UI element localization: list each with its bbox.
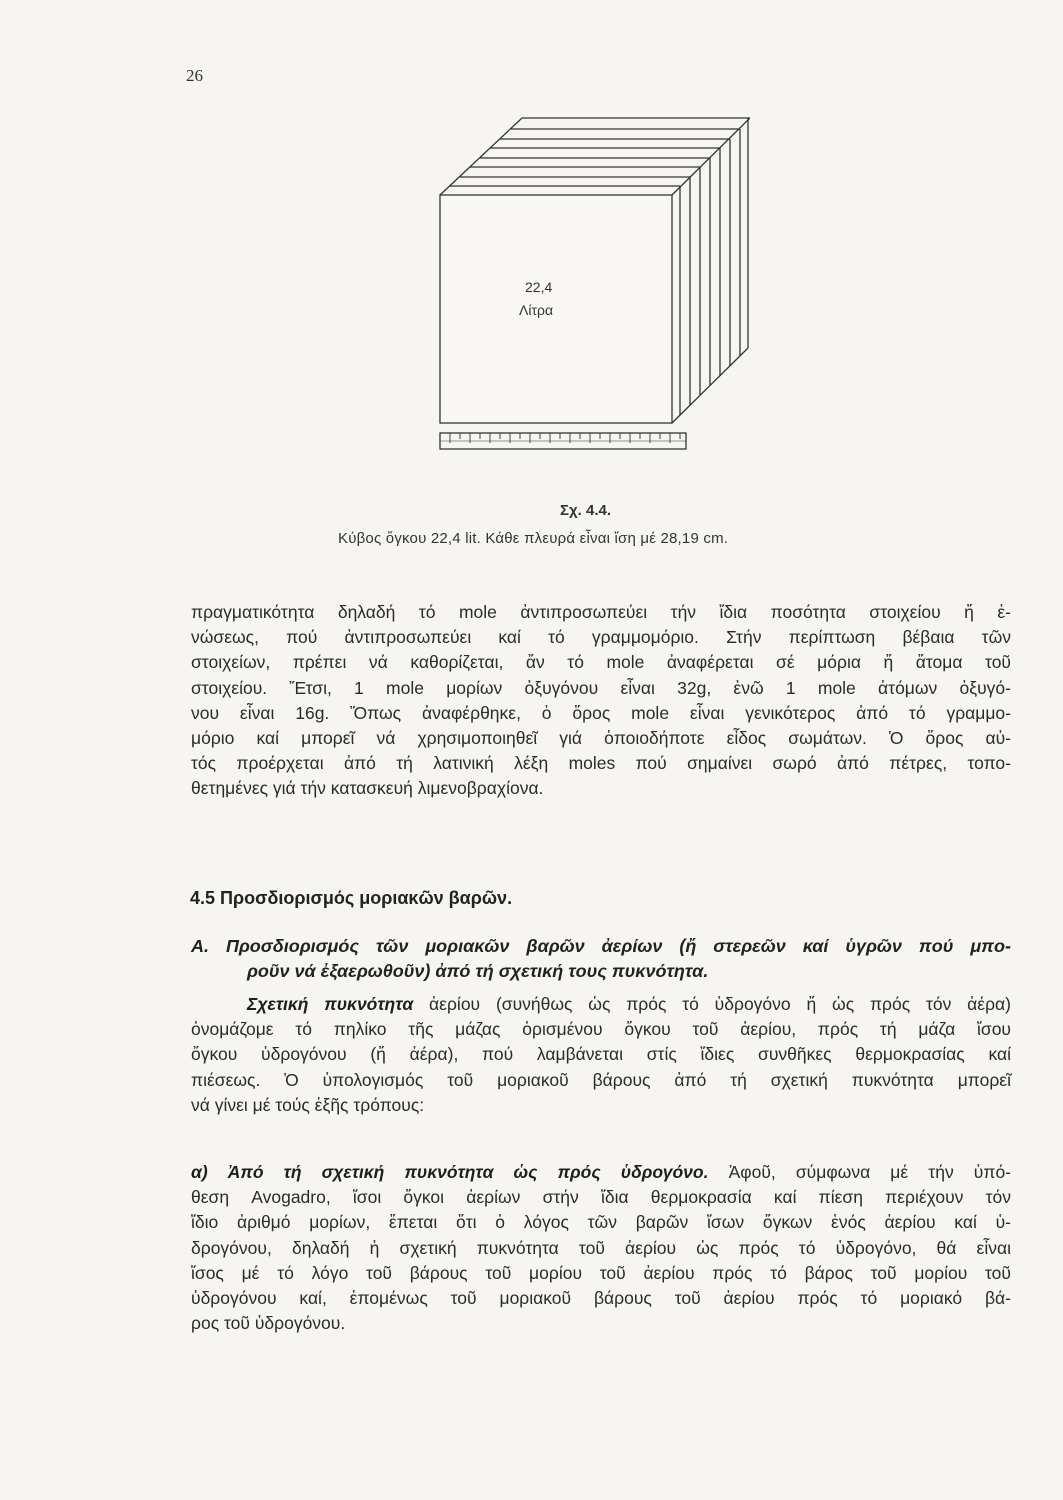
paragraph-hydrogen-method <box>191 1160 1011 1336</box>
text-line: ἴδιο ἀριθμό μορίων, ἔπεται ὅτι ὁ λόγος τῶν βαρῶν ἴσων ὄγκων ἑνός ἀερίου καί ὑ- <box>191 1212 1011 1233</box>
text-line: θεση Avogadro, ἴσοι ὄγκοι ἀερίων στήν ἴδια θερμοκρασία καί πίεση περιέχουν τόν <box>191 1187 1011 1208</box>
paragraph-relative-density <box>191 992 1011 1118</box>
cube-label-unit: Λίτρα <box>519 302 554 318</box>
text-line: στοιχείων, πρέπει νά καθορίζεται, ἄν τό mole ἀναφέρεται σέ μόρια ἤ ἄτομα τοῦ <box>191 652 1011 673</box>
cube-figure <box>420 100 750 470</box>
text-line <box>191 1160 1011 1185</box>
text-line: δρογόνου, δηλαδή ἡ σχετική πυκνότητα τοῦ ἀερίου ὡς πρός τό ὑδρογόνο, θά εἶναι <box>191 1237 1011 1258</box>
text-line: θετημένες γιά τήν κατασκευή λιμενοβραχίονα. <box>191 778 544 799</box>
section-title: 4.5 Προσδιορισμός μοριακῶν βαρῶν. <box>190 888 513 908</box>
text-line: ρος τοῦ ὑδρογόνου. <box>191 1313 346 1334</box>
cube-drawing-icon <box>420 100 750 470</box>
cube-label-value: 22,4 <box>525 279 553 295</box>
term-relative-density: Σχετική πυκνότητα <box>247 994 414 1014</box>
text-line: πραγματικότητα δηλαδή τό mole ἀντιπροσωπεύει τήν ἴδια ποσότητα στοιχείου ἤ ἑ- <box>191 602 1011 622</box>
text-line: ὑδρογόνου καί, ἑπομένως τοῦ μοριακοῦ βάρους τοῦ ἀερίου πρός τό μοριακό βά- <box>191 1288 1011 1309</box>
term-hydrogen-method: α) Ἀπό τή σχετική πυκνότητα ὡς πρός ὑδρογόνο. <box>191 1162 709 1182</box>
text-fragment: ἀερίου (συνήθως ὡς πρός τό ὑδρογόνο ἤ ὡς πρός τόν ἀέρα) <box>413 994 1012 1014</box>
text-line: πιέσεως. Ὁ ὑπολογισμός τοῦ μοριακοῦ βάρους ἀπό τή σχετική πυκνότητα μπορεῖ <box>191 1069 1011 1090</box>
text-line: ὀνομάζομε τό πηλίκο τῆς μάζας ὁρισμένου ὄγκου τοῦ ἀερίου, πρός τή μάζα ἴσου <box>191 1019 1011 1040</box>
text-line: νώσεως, πού ἀντιπροσωπεύει καί τό γραμμομόριο. Στήν περίπτωση βέβαια τῶν <box>191 627 1011 648</box>
text-line <box>191 992 1011 1017</box>
paragraph-mole-definition <box>191 600 1011 802</box>
page-number: 26 <box>186 66 203 85</box>
text-line: τός προέρχεται ἀπό τή λατινική λέξη moles πού σημαίνει σωρό ἀπό πέτρες, τοπο- <box>191 753 1011 774</box>
subsection-title-line: Α. Προσδιορισμός τῶν μοριακῶν βαρῶν ἀερίων (ἤ στερεῶν καί ὑγρῶν πού μπο- <box>191 936 1011 956</box>
subsection-title <box>191 934 1011 984</box>
text-fragment: Ἀφοῦ, σύμφωνα μέ τήν ὑπό- <box>708 1162 1012 1182</box>
text-line: ἴσος μέ τό λόγο τοῦ βάρους τοῦ μορίου τοῦ ἀερίου πρός τό βάρος τοῦ μορίου τοῦ <box>191 1262 1011 1283</box>
figure-caption-text: Κύβος ὄγκου 22,4 lit. Κάθε πλευρά εἶναι ἴση μέ 28,19 cm. <box>338 530 729 547</box>
text-line: ὄγκου ὑδρογόνου (ἤ ἀέρα), πού λαμβάνεται στίς ἴδιες συνθῆκες θερμοκρασίας καί <box>191 1044 1011 1065</box>
figure-caption-title: Σχ. 4.4. <box>560 502 611 519</box>
text-line: στοιχείου. Ἔτσι, 1 mole μορίων ὀξυγόνου εἶναι 32g, ἐνῶ 1 mole ἀτόμων ὀξυγό- <box>191 677 1011 698</box>
text-line: νου εἶναι 16g. Ὅπως ἀναφέρθηκε, ὁ ὅρος mole εἶναι γενικότερος ἀπό τό γραμμο- <box>191 702 1011 723</box>
subsection-title-line: ροῦν νά ἐξαερωθοῦν) ἀπό τή σχετική τους πυκνότητα. <box>247 961 709 981</box>
text-line: μόριο καί μπορεῖ νά χρησιμοποιηθεῖ γιά ὁποιοδήποτε εἶδος σωμάτων. Ὁ ὅρος αὐ- <box>191 728 1011 749</box>
text-line: νά γίνει μέ τούς ἑξῆς τρόπους: <box>191 1094 425 1115</box>
